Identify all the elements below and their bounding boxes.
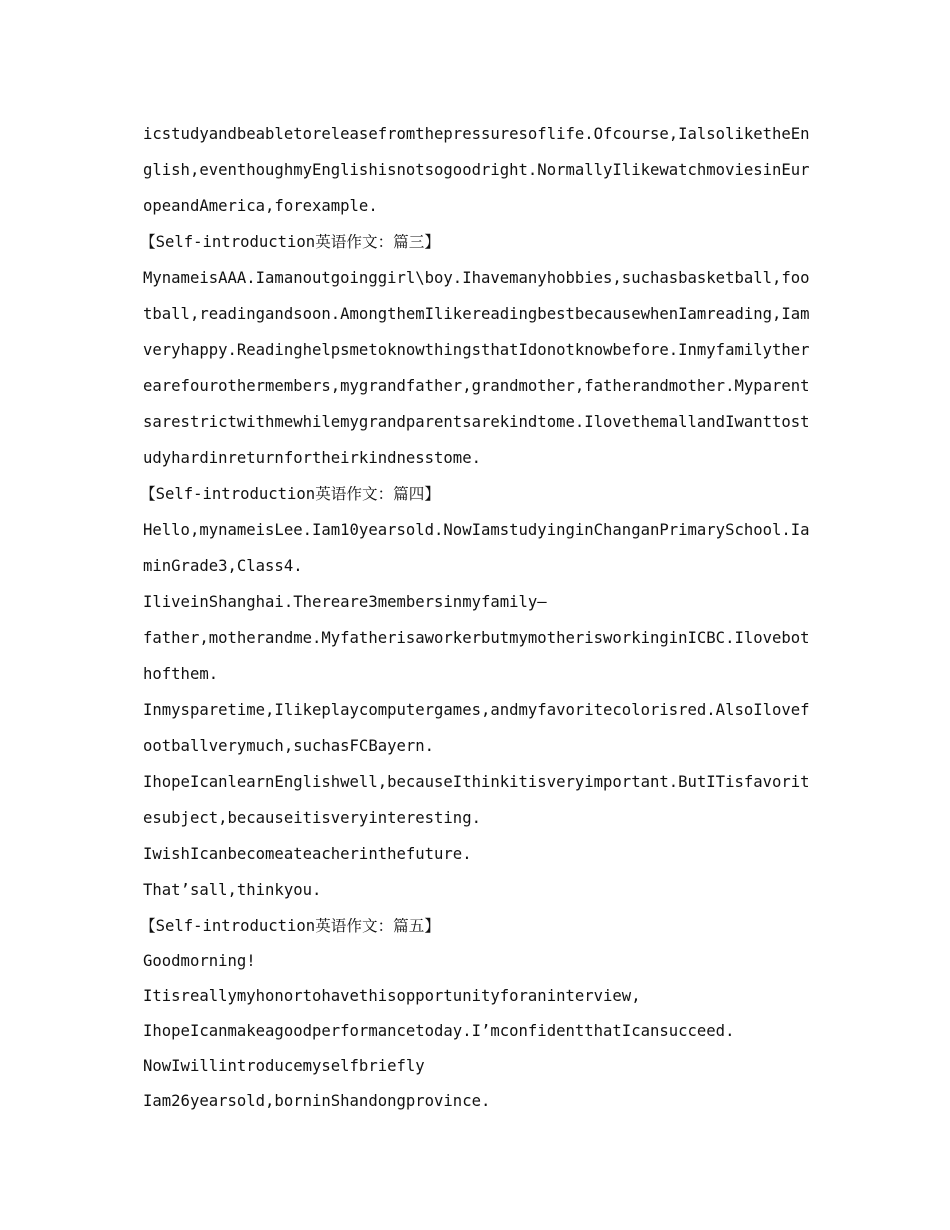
text-line: ootballverymuch,suchasFCBayern. — [143, 737, 435, 755]
text-line: father,motherandme.MyfatherisaworkerbutmymotherisworkinginICBC.Ilovebot — [143, 629, 810, 647]
section-heading: 【Self-introduction英语作文：篇四】 — [140, 485, 440, 503]
document-body — [140, 116, 810, 1119]
text-line: IliveinShanghai.Thereare3membersinmyfamily— — [143, 593, 547, 611]
text-line: tball,readingandsoon.AmongthemIlikereadingbestbecausewhenIamreading,Iam — [143, 305, 810, 323]
text-line: veryhappy.ReadinghelpsmetoknowthingsthatIdonotknowbefore.Inmyfamilyther — [143, 341, 810, 359]
text-line: glish,eventhoughmyEnglishisnotsogoodright.NormallyIlikewatchmoviesinEur — [143, 161, 810, 179]
text-line: That’sall,thinkyou. — [143, 881, 322, 899]
text-line: IhopeIcanmakeagoodperformancetoday.I’mconfidentthatIcansucceed. — [143, 1022, 735, 1040]
text-line: icstudyandbeabletoreleasefromthepressuresoflife.Ofcourse,IalsoliketheEn — [143, 125, 810, 143]
text-line: opeandAmerica,forexample. — [143, 197, 378, 215]
text-line: minGrade3,Class4. — [143, 557, 303, 575]
text-line: esubject,becauseitisveryinteresting. — [143, 809, 481, 827]
text-line: udyhardinreturnfortheirkindnesstome. — [143, 449, 481, 467]
text-line: NowIwillintroducemyselfbriefly — [143, 1057, 425, 1075]
text-line: Iam26yearsold,borninShandongprovince. — [143, 1092, 491, 1110]
text-line: sarestrictwithmewhilemygrandparentsarekindtome.IlovethemallandIwanttost — [143, 413, 810, 431]
text-line: IwishIcanbecomeateacherinthefuture. — [143, 845, 472, 863]
section-heading: 【Self-introduction英语作文：篇三】 — [140, 233, 440, 251]
text-line: earefourothermembers,mygrandfather,grandmother,fatherandmother.Myparent — [143, 377, 810, 395]
section-heading: 【Self-introduction英语作文：篇五】 — [140, 917, 440, 935]
text-line: IhopeIcanlearnEnglishwell,becauseIthinkitisveryimportant.ButITisfavorit — [143, 773, 810, 791]
text-line: Itisreallymyhonortohavethisopportunityforaninterview, — [143, 987, 641, 1005]
text-line: Goodmorning! — [143, 952, 256, 970]
text-line: Hello,mynameisLee.Iam10yearsold.NowIamstudyinginChanganPrimarySchool.Ia — [143, 521, 810, 539]
text-line: Inmysparetime,Ilikeplaycomputergames,andmyfavoritecolorisred.AlsoIlovef — [143, 701, 810, 719]
text-line: hofthem. — [143, 665, 219, 683]
text-line: MynameisAAA.Iamanoutgoinggirl\boy.Ihavemanyhobbies,suchasbasketball,foo — [143, 269, 810, 287]
